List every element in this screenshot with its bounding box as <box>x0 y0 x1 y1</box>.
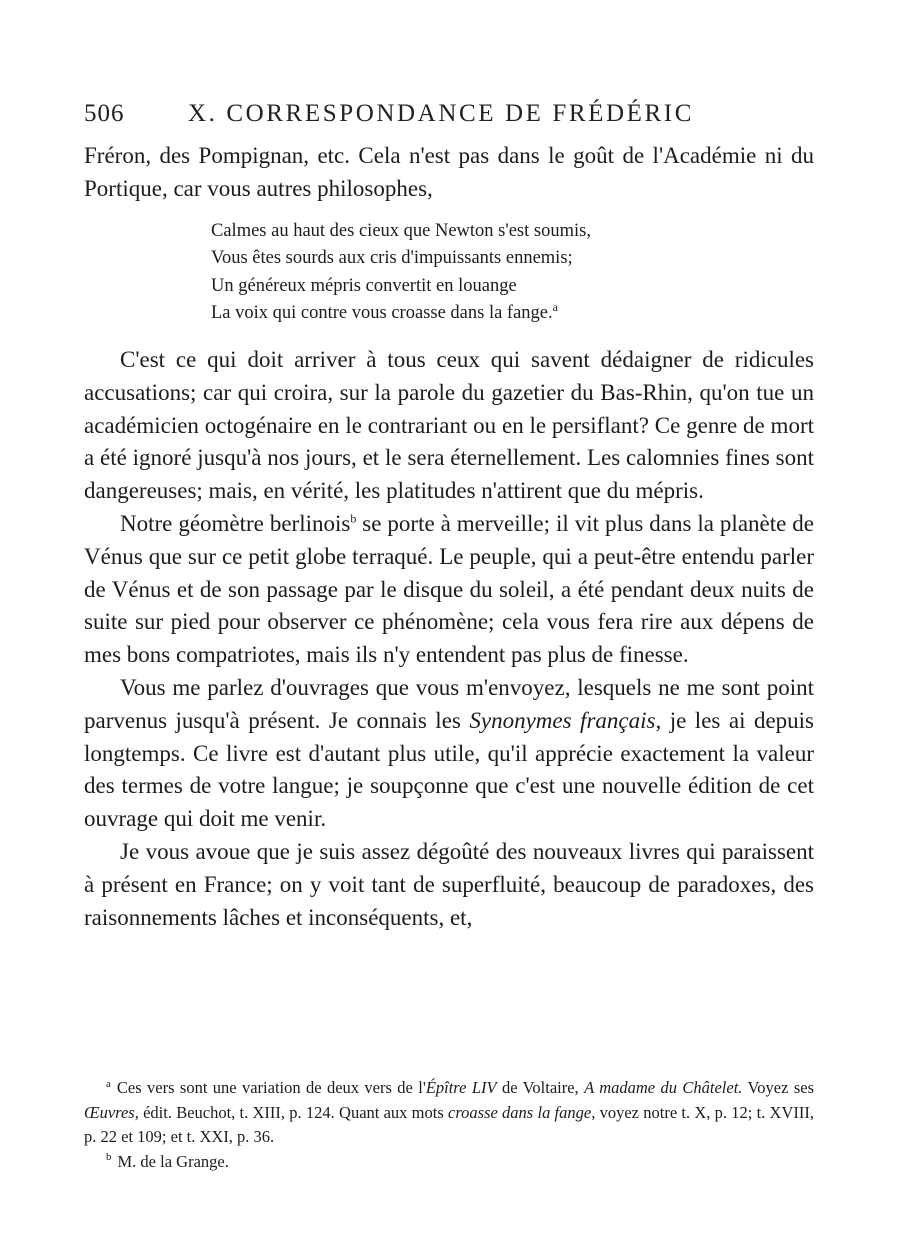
page <box>84 100 814 934</box>
footnote-text: M. de la Grange. <box>117 1151 229 1171</box>
footnote-italic: A madame du Châtelet. <box>584 1078 743 1097</box>
running-header <box>84 100 814 140</box>
paragraph-2-start: Notre géomètre berlinois <box>120 510 351 536</box>
intro-paragraph: Fréron, des Pompignan, etc. Cela n'est pas dans le goût de l'Académie ni du Portique, car vous autres philosophes, <box>84 143 814 201</box>
page-number: 506 <box>84 100 125 127</box>
footnote-b <box>84 1150 814 1175</box>
paragraph-4: Je vous avoue que je suis assez dégoûté des nouveaux livres qui paraissent à présent en France; on y voit tant de superfluité, beaucoup de paradoxes, des raisonnements lâches et inconséquents, et, <box>84 838 814 930</box>
paragraph-3-start: Vous me parlez d'ouvrages que vous m'envoyez, lesquels ne me sont point parvenus jusqu'à présent. Je connais les <box>84 674 814 733</box>
verse-quotation <box>211 218 814 328</box>
paragraph-2-rest: se porte à merveille; il vit plus dans la planète de Vénus que sur ce petit globe terraqué. Le peuple, qui a peut-être entendu parler de Vénus et de son passage par le disque du soleil, a été pendant deux nuits de suite sur pied pour observer ce phénomène; cela vous fera rire aux dépens de mes bons compatriotes, mais ils n'y entendent pas plus de finesse. <box>84 510 815 668</box>
paragraph-3-rest: je les ai depuis longtemps. Ce livre est d'autant plus utile, qu'il apprécie exactement la valeur des termes de votre langue; je soupçonne que c'est une nouvelle édition de cet ouvrage qui doit me venir. <box>84 707 815 832</box>
paragraph-1: C'est ce qui doit arriver à tous ceux qui savent dédaigner de ridicules accusations; car qui croira, sur la parole du gazetier du Bas-Rhin, qu'on tue un académicien octogénaire en le contrariant ou en le persiflant? Ce genre de mort a été ignoré jusqu'à nos jours, et le sera éternellement. Les calomnies fines sont dangereuses; mais, en vérité, les platitudes n'attirent que du mépris. <box>84 346 814 504</box>
paragraph-3 <box>84 672 814 836</box>
verse-line <box>211 300 814 328</box>
main-text <box>84 140 814 934</box>
footnote-text: Voyez ses <box>742 1078 814 1097</box>
running-title: X. CORRESPONDANCE DE FRÉDÉRIC <box>188 100 695 127</box>
verse-line: Calmes au haut des cieux que Newton s'est soumis, <box>211 220 591 241</box>
footnote-italic: Épître LIV <box>425 1078 497 1097</box>
footnote-text: voyez notre t. X, p. 12; t. XVIII, p. 22 et 109; et t. XXI, p. 36. <box>84 1102 814 1146</box>
paragraph-2 <box>84 508 814 672</box>
footnote-italic: Œuvres, <box>84 1102 139 1122</box>
footnote-a-mark: a <box>106 1077 111 1090</box>
footnote-ref-b[interactable]: b <box>350 511 357 526</box>
book-title-synonymes: Synonymes français, <box>469 707 662 733</box>
verse-line: Vous êtes sourds aux cris d'impuissants ennemis; <box>211 248 573 269</box>
footnote-a <box>84 1076 814 1150</box>
verse-line-text: La voix qui contre vous croasse dans la fange. <box>211 303 553 324</box>
footnote-italic: croasse dans la fange, <box>448 1102 596 1122</box>
footnotes <box>84 1076 814 1174</box>
footnote-text: édit. Beuchot, t. XIII, p. 124. Quant aux mots <box>138 1102 449 1122</box>
footnote-text: Ces vers sont une variation de deux vers de l' <box>116 1078 426 1097</box>
footnote-b-mark: b <box>106 1151 112 1163</box>
verse-line: Un généreux mépris convertit en louange <box>211 275 517 296</box>
footnote-ref-a[interactable]: a <box>552 300 558 315</box>
footnote-text: de Voltaire, <box>496 1078 585 1097</box>
